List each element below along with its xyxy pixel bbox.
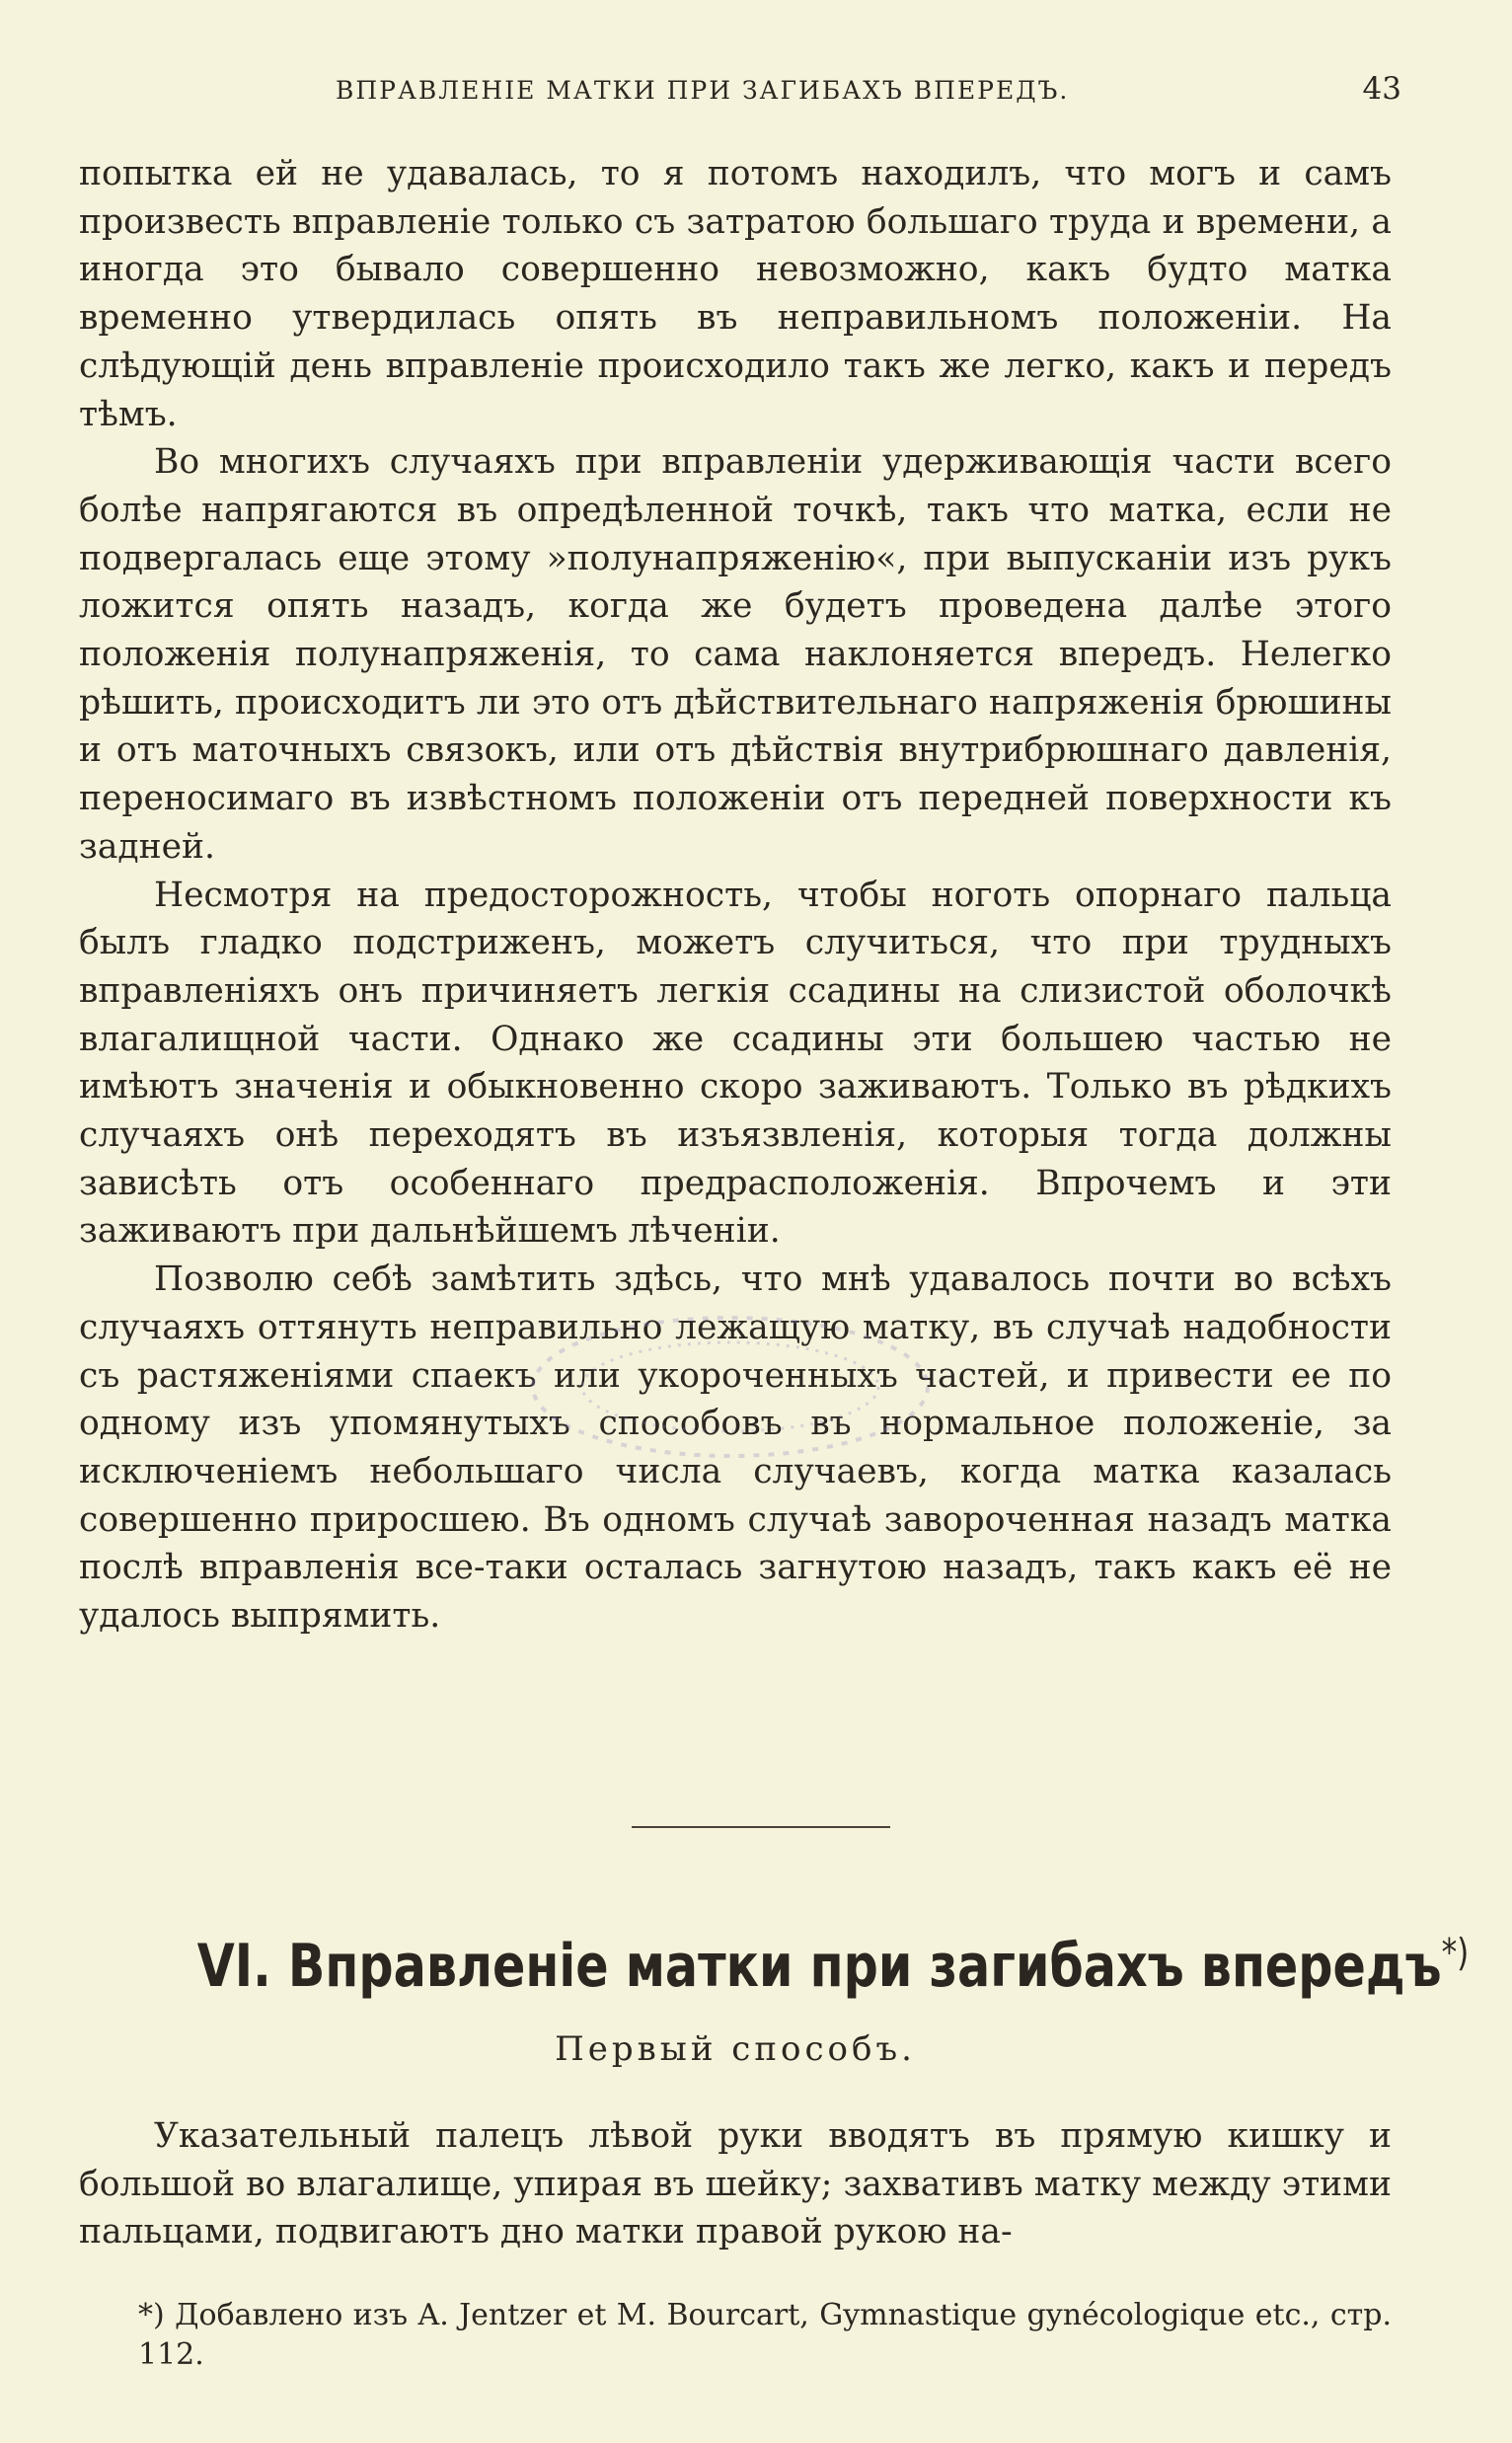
library-stamp-image bbox=[513, 1303, 947, 1471]
footnote-mark: *) bbox=[1441, 1931, 1470, 1974]
section-title bbox=[196, 1913, 1470, 2006]
section-subtitle: Первый способъ. bbox=[555, 2029, 916, 2069]
section-text bbox=[79, 2112, 1392, 2256]
section-divider bbox=[632, 1826, 890, 1828]
footnote-text bbox=[79, 2296, 1392, 2375]
paragraph: Указательный палецъ лѣвой руки вводятъ въ прямую кишку и большой во влагалище, упирая въ шейку; захвативъ матку между этими пальцами, подвигаютъ дно матки правой рукою на- bbox=[79, 2116, 1392, 2252]
paragraph: Позволю себѣ замѣтить здѣсь, что мнѣ удавалось почти во всѣхъ случаяхъ оттянуть неправильно лежащую матку, въ случаѣ надобности съ растяженіями спаекъ или укороченныхъ частей, и привести ее по одному изъ упомянутыхъ способовъ въ нормальное положеніе, за исключеніемъ небольшаго числа случаевъ, когда матка казалась совершенно приросшею. Въ одномъ случаѣ завороченная назадъ матка послѣ вправленія все-таки осталась загнутою назадъ, такъ какъ её не удалось выпрямить. bbox=[79, 1260, 1392, 1637]
page-number: 43 bbox=[1362, 71, 1401, 107]
footnote-mark: *) bbox=[138, 2298, 165, 2332]
running-header bbox=[336, 71, 1401, 107]
paragraph-continued: попытка ей не удавалась, то я потомъ находилъ, что могъ и самъ произвесть вправленіе только съ затратою большаго труда и времени, а иногда это бывало совершенно невозможно, какъ будто матка временно утвердилась опять въ неправильномъ положеніи. На слѣдующій день вправленіе происходило такъ же легко, какъ и передъ тѣмъ. bbox=[79, 154, 1392, 434]
footnote-body: Добавлено изъ A. Jentzer et M. Bourcart, Gymnastique gynécologique etc., стр. 112. bbox=[138, 2298, 1392, 2372]
running-title: ВПРАВЛЕНІЕ МАТКИ ПРИ ЗАГИБАХЪ ВПЕРЕДЪ. bbox=[336, 76, 1070, 105]
footnote bbox=[79, 2296, 1392, 2375]
paragraph: Несмотря на предосторожность, чтобы ноготь опорнаго пальца былъ гладко подстриженъ, можетъ случиться, что при трудныхъ вправленіяхъ онъ причиняетъ легкія ссадины на слизистой оболочкѣ влагалищной части. Однако же ссадины эти большею частью не имѣютъ значенія и обыкновенно скоро заживаютъ. Только въ рѣдкихъ случаяхъ онѣ переходятъ въ изъязвленія, которыя тогда должны зависѣть отъ особеннаго предрасположенія. Впрочемъ и эти заживаютъ при дальнѣйшемъ лѣченіи. bbox=[79, 875, 1392, 1252]
paragraph: Во многихъ случаяхъ при вправленіи удерживающія части всего болѣе напрягаются въ опредѣленной точкѣ, такъ что матка, если не подвергалась еще этому »полунапряженію«, при выпусканіи изъ рукъ ложится опять назадъ, когда же будетъ проведена далѣе этого положенія полунапряженія, то сама наклоняется впередъ. Нелегко рѣшить, происходитъ ли это отъ дѣйствительнаго напряженія брюшины и отъ маточныхъ связокъ, или отъ дѣйствія внутрибрюшнаго давленія, переносимаго въ извѣстномъ положеніи отъ передней поверхности къ задней. bbox=[79, 442, 1392, 867]
section-title-text: VI. Вправленіе матки при загибахъ впередъ bbox=[196, 1932, 1442, 2001]
